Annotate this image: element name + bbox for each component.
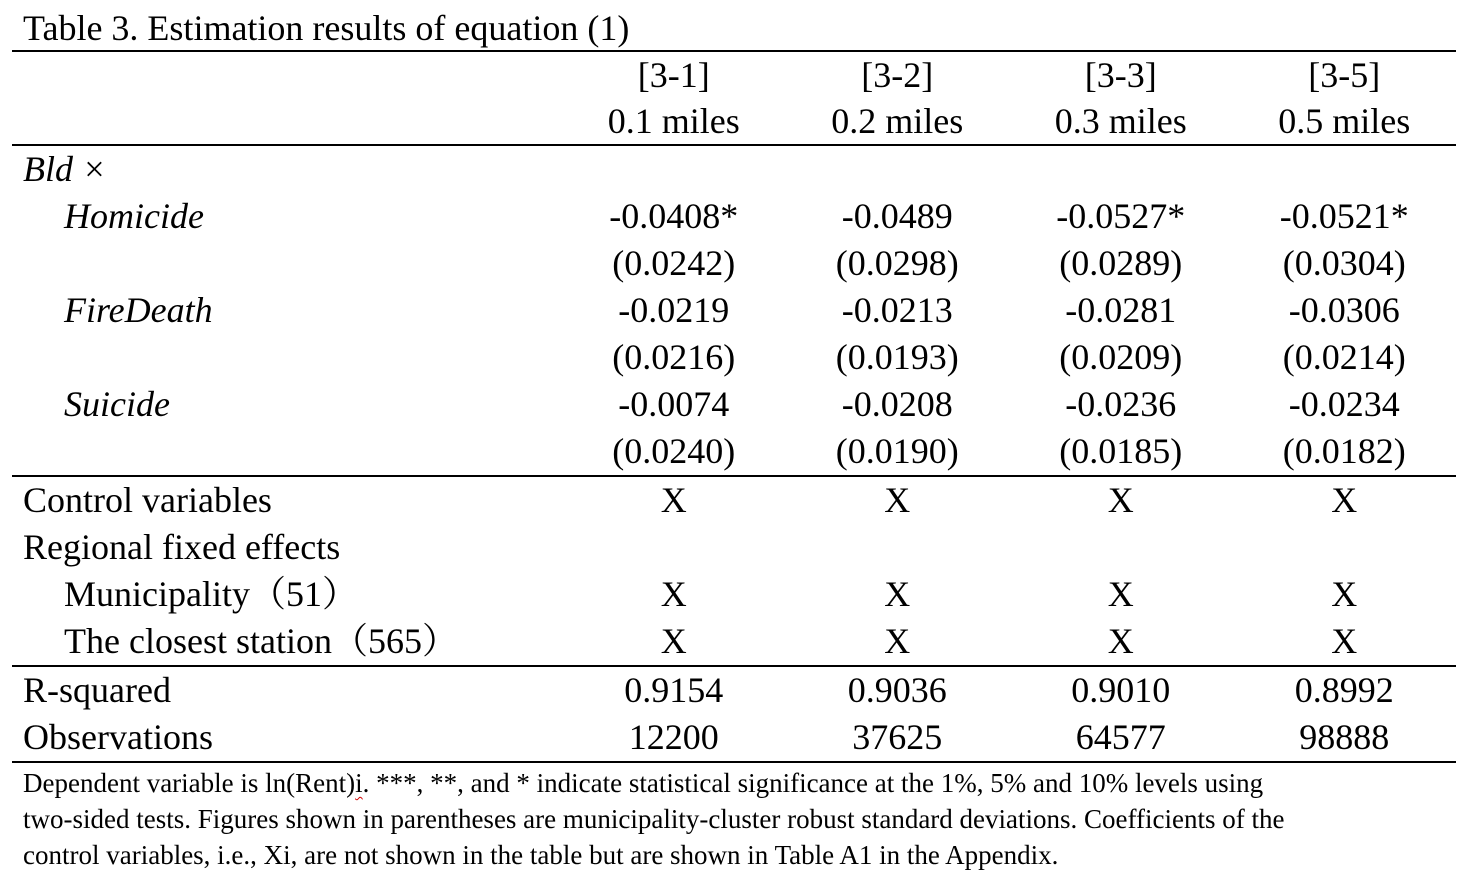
stat-cell: 12200 — [562, 714, 786, 762]
coef-cell: -0.0527* — [1056, 196, 1186, 236]
mark-cell: X — [660, 480, 687, 520]
row-label: Control variables — [23, 480, 272, 520]
mark-cell: X — [1331, 480, 1358, 520]
coef-cell: -0.0489 — [841, 196, 953, 236]
header-stub — [12, 51, 562, 98]
note-text: Dependent variable is ln(Rent) — [23, 768, 356, 798]
mark-cell: X — [562, 618, 786, 666]
header-row-ids — [12, 51, 1456, 98]
note-text: . ***, **, and * indicate statistical significance at the 1%, 5% and 10% levels using — [362, 768, 1264, 798]
row-label: Homicide — [64, 196, 204, 236]
column-distance: 0.5 miles — [1233, 98, 1457, 145]
row-label: Municipality（51） — [64, 574, 358, 614]
coef-cell: -0.0281 — [1065, 290, 1177, 330]
table-caption: Table 3. Estimation results of equation (1) — [23, 8, 630, 48]
note-line-1 — [23, 765, 1442, 801]
column-id: [3-3] — [1009, 51, 1233, 98]
header-row-distance — [12, 98, 1456, 145]
fixed-effects-row-municipality — [12, 571, 1456, 618]
column-distance: 0.2 miles — [786, 98, 1010, 145]
row-label: FireDeath — [64, 290, 213, 330]
note-line-3: control variables, i.e., Xi, are not shown in the table but are shown in Table A1 in the Appendix. — [23, 840, 1059, 870]
mark-cell: X — [884, 480, 911, 520]
mark-cell: X — [1107, 574, 1134, 614]
table-note — [12, 763, 1442, 873]
se-cell: (0.0193) — [835, 337, 959, 377]
se-cell: (0.0289) — [1059, 243, 1183, 283]
coef-cell: -0.0213 — [841, 290, 953, 330]
se-row-homicide — [12, 240, 1456, 287]
mark-cell: X — [1331, 574, 1358, 614]
stat-cell: 64577 — [1009, 714, 1233, 762]
se-row-suicide — [12, 428, 1456, 476]
coef-cell: -0.0521* — [1279, 196, 1409, 236]
se-cell: (0.0209) — [1059, 337, 1183, 377]
stat-cell: 0.9154 — [624, 670, 724, 710]
spellcheck-underline: i — [355, 768, 363, 798]
results-table — [12, 50, 1456, 763]
coef-cell: -0.0234 — [1288, 384, 1400, 424]
mark-cell: X — [1107, 480, 1134, 520]
row-label: Observations — [12, 714, 562, 762]
se-cell: (0.0304) — [1282, 243, 1406, 283]
se-row-firedeath — [12, 334, 1456, 381]
mark-cell: X — [884, 574, 911, 614]
se-cell: (0.0298) — [835, 243, 959, 283]
header-stub — [12, 98, 562, 145]
mark-cell: X — [1009, 618, 1233, 666]
se-cell: (0.0214) — [1282, 337, 1406, 377]
se-cell: (0.0242) — [612, 243, 736, 283]
mark-cell: X — [660, 574, 687, 614]
note-line-2: two-sided tests. Figures shown in parentheses are municipality-cluster robust standard deviations. Coefficients of the — [23, 804, 1285, 834]
coef-cell: -0.0236 — [1065, 384, 1177, 424]
coef-cell: -0.0306 — [1288, 290, 1400, 330]
mark-cell: X — [1233, 618, 1457, 666]
controls-row — [12, 476, 1456, 524]
se-cell: (0.0185) — [1009, 428, 1233, 476]
fixed-effects-heading-row — [12, 524, 1456, 571]
interaction-label: Bld × — [23, 149, 107, 189]
mark-cell: X — [786, 618, 1010, 666]
stat-cell: 0.8992 — [1294, 670, 1394, 710]
column-distance: 0.1 miles — [562, 98, 786, 145]
coef-row-suicide — [12, 381, 1456, 428]
coef-row-firedeath — [12, 287, 1456, 334]
row-label: Suicide — [64, 384, 170, 424]
row-label: R-squared — [23, 670, 171, 710]
row-label: Regional fixed effects — [23, 527, 341, 567]
coef-cell: -0.0219 — [618, 290, 730, 330]
column-id: [3-1] — [562, 51, 786, 98]
coef-cell: -0.0208 — [841, 384, 953, 424]
coef-cell: -0.0074 — [618, 384, 730, 424]
row-label: The closest station（565） — [12, 618, 562, 666]
interaction-row — [12, 145, 1456, 193]
coef-cell: -0.0408* — [609, 196, 739, 236]
stats-row-r-squared — [12, 666, 1456, 714]
coef-row-homicide — [12, 193, 1456, 240]
se-cell: (0.0240) — [562, 428, 786, 476]
stat-cell: 98888 — [1233, 714, 1457, 762]
se-cell: (0.0182) — [1233, 428, 1457, 476]
stats-row-observations — [12, 714, 1456, 762]
column-distance: 0.3 miles — [1009, 98, 1233, 145]
stat-cell: 0.9036 — [847, 670, 947, 710]
column-id: [3-5] — [1233, 51, 1457, 98]
stat-cell: 37625 — [786, 714, 1010, 762]
results-table-container — [12, 0, 1456, 873]
stat-cell: 0.9010 — [1071, 670, 1171, 710]
se-cell: (0.0190) — [786, 428, 1010, 476]
column-id: [3-2] — [786, 51, 1010, 98]
fixed-effects-row-station — [12, 618, 1456, 666]
se-cell: (0.0216) — [612, 337, 736, 377]
